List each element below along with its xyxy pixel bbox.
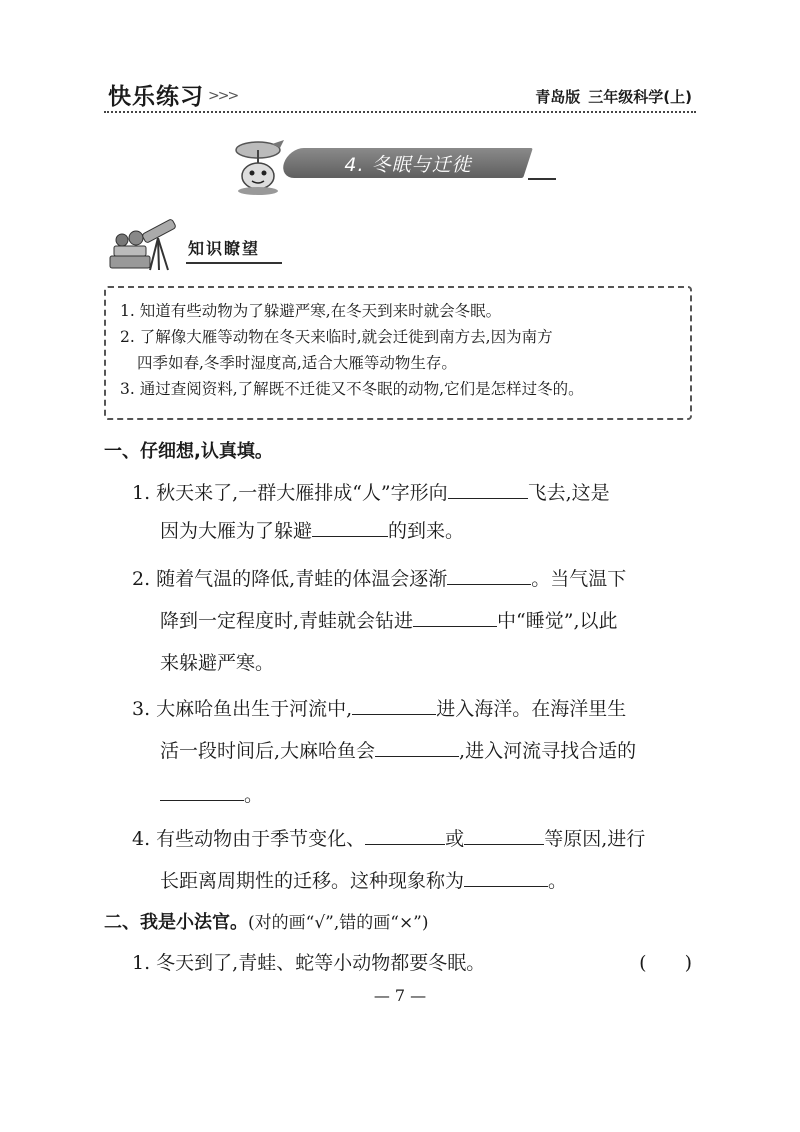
edition-label: 青岛版 — [535, 88, 581, 106]
knowledge-item: 3. 通过查阅资料,了解既不迁徙又不冬眠的动物,它们是怎样过冬的。 — [120, 380, 584, 398]
question-4-line-2: 长距离周期性的迁移。这种现象称为 。 — [160, 858, 567, 904]
header-divider — [104, 111, 696, 113]
series-name: 快乐练习 — [108, 84, 204, 110]
judge-question-1: 1. 冬天到了,青蛙、蛇等小动物都要冬眠。 ( ) — [132, 940, 692, 986]
knowledge-box — [104, 286, 692, 420]
section-2-header — [104, 908, 429, 934]
question-2-line-3: 来躲避严寒。 — [160, 652, 275, 674]
answer-blank[interactable] — [312, 514, 388, 537]
book-info — [535, 86, 692, 107]
knowledge-item: 2. 了解像大雁等动物在冬天来临时,就会迁徙到南方去,因为南方 — [120, 328, 553, 346]
knowledge-item: 四季如春,冬季时湿度高,适合大雁等动物生存。 — [137, 354, 457, 372]
telescope-icon — [106, 212, 186, 274]
knowledge-heading-underline — [186, 262, 282, 264]
section-1-title: 一、仔细想,认真填。 — [104, 441, 273, 462]
question-4-line-1: 4. 有些动物由于季节变化、 或 等原因,进行 — [132, 816, 645, 862]
knowledge-heading: 知识瞭望 — [188, 239, 261, 258]
section-2-title: 二、我是小法官。 — [104, 912, 248, 933]
answer-blank[interactable] — [464, 822, 544, 845]
answer-blank[interactable] — [448, 476, 528, 499]
grade-subject-label: 三年级科学(上) — [588, 88, 692, 106]
section-2-instruction: (对的画“√”,错的画“×”) — [248, 913, 429, 933]
answer-blank[interactable] — [375, 734, 459, 757]
title-underline — [528, 178, 556, 180]
page-number: — 7 — — [373, 986, 427, 1005]
series-arrows: >>> — [208, 88, 238, 104]
question-2-line-2: 降到一定程度时,青蛙就会钻进 中“睡觉”,以此 — [160, 598, 618, 644]
lesson-title: 4. 冬眠与迁徙 — [344, 154, 472, 176]
question-1-line-1: 1. 秋天来了,一群大雁排成“人”字形向 飞去,这是 — [132, 470, 610, 516]
mascot-icon — [228, 136, 290, 196]
question-3-line-2: 活一段时间后,大麻哈鱼会 ,进入河流寻找合适的 — [160, 728, 636, 774]
answer-blank[interactable] — [352, 692, 436, 715]
answer-parentheses[interactable]: ( ) — [639, 952, 692, 974]
question-2-line-1: 2. 随着气温的降低,青蛙的体温会逐渐 。当气温下 — [132, 556, 626, 602]
answer-blank[interactable] — [413, 604, 497, 627]
answer-blank[interactable] — [365, 822, 445, 845]
question-3-line-3: 。 — [160, 772, 263, 818]
answer-blank[interactable] — [447, 562, 531, 585]
answer-blank[interactable] — [464, 864, 548, 887]
lesson-title-banner — [228, 136, 562, 196]
question-1-line-2: 因为大雁为了躲避 的到来。 — [160, 508, 464, 554]
question-3-line-1: 3. 大麻哈鱼出生于河流中, 进入海洋。在海洋里生 — [132, 686, 626, 732]
answer-blank[interactable] — [160, 778, 244, 801]
knowledge-item: 1. 知道有些动物为了躲避严寒,在冬天到来时就会冬眠。 — [120, 302, 502, 320]
